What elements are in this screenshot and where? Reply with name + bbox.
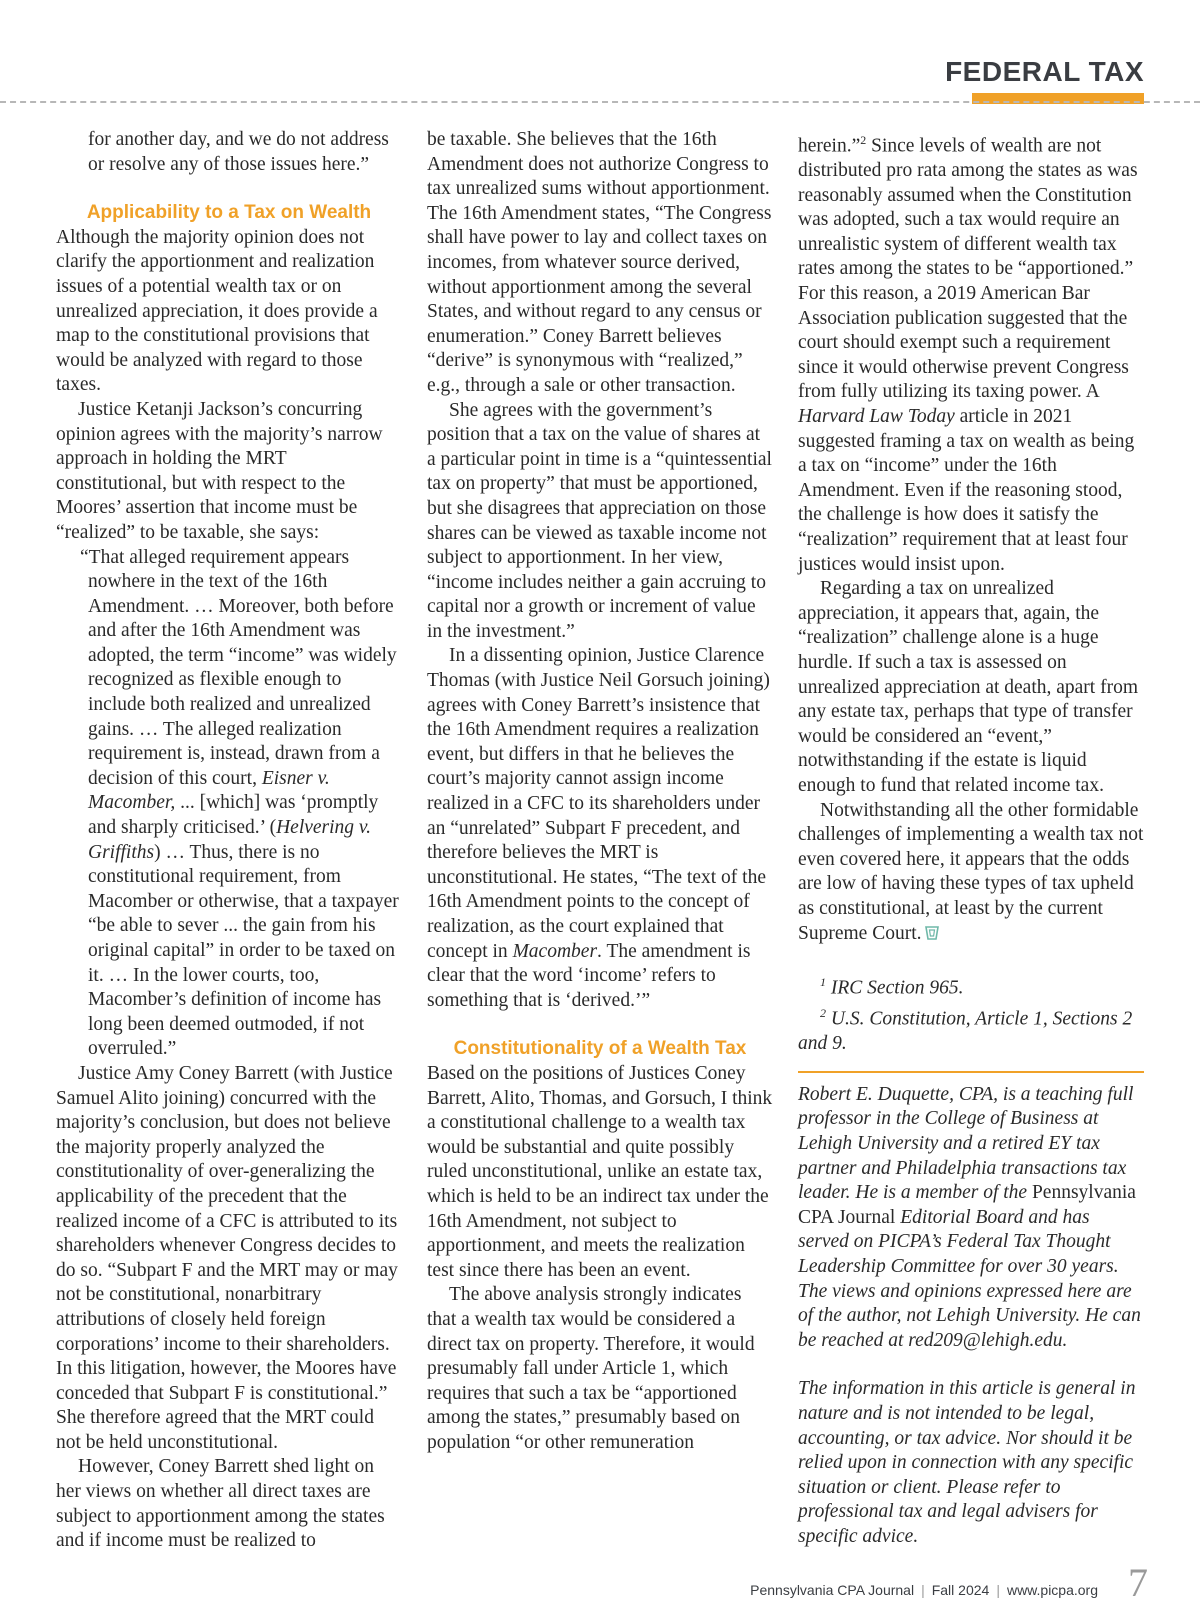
footer-issue: Fall 2024 [931, 1582, 990, 1598]
paragraph: However, Coney Barrett shed light on her views on whether all direct taxes are subject to apportionment among the states and if income must be realized to [56, 1456, 385, 1552]
disclaimer: The information in this article is general in nature and is not intended to be legal, accounting, or tax advice. Nor should it be relied upon in connection with any specific situation or client. Please refer to professional tax and legal advisers for specific advice. [798, 1378, 1136, 1547]
footnote-number: 1 [820, 975, 826, 990]
quote-part: ... [which] was ‘promptly and sharply criticised.’ ( [88, 792, 379, 839]
column-1 [56, 128, 402, 1554]
text-part: herein.” [798, 135, 861, 157]
paragraph: Justice Ketanji Jackson’s concurring opinion agrees with the majority’s narrow approach in holding the MRT constitutional, but with respect to the Moores’ assertion that income must be “realized” to be taxable, she says: [56, 398, 383, 543]
footer [750, 1582, 1098, 1598]
paragraph [798, 128, 1144, 577]
publication-name: Harvard Law Today [798, 406, 955, 428]
footer-separator: | [921, 1582, 925, 1598]
quote-part: “That alleged requirement appears nowhere in the text of the 16th Amendment. … Moreover, both before and after the 16th Amendment was adopted, the term “income” was widely recognized as flexible enough to include both realized and unrealized gains. … The alleged realization requirement is, instead, drawn from a decision of this court, [80, 546, 397, 789]
quote-part: ) … Thus, there is no constitutional requirement, from Macomber or otherwise, that a taxpayer “be able to sever ... the gain from his original capital” in order to be taxed on it. … In the lower courts, too, Macomber’s definition of income has long been deemed outmoded, if not overruled.” [88, 841, 399, 1060]
text-part: Since levels of wealth are not distributed pro rata among the states as was reasonably assumed when the Constitution was adopted, such a tax would require an unrealistic system of different wealth tax rates among the states to be “apportioned.” For this reason, a 2019 American Bar Association publication suggested that the court should exempt such a requirement since it would otherwise prevent Congress from fully utilizing its taxing power. A [798, 135, 1138, 403]
footnote [798, 1001, 1144, 1057]
paragraph: The above analysis strongly indicates that a wealth tax would be considered a direct tax on property. Therefore, it would presumably fall under Article 1, which requires that such a tax be “apportioned among the states,” presumably based on population “or other remuneration [427, 1284, 755, 1453]
paragraph: for another day, and we do not address or resolve any of those issues here.” [88, 129, 389, 175]
footer-url[interactable]: www.picpa.org [1006, 1582, 1098, 1598]
text-part: . The amendment is clear that the word ‘income’ refers to something that is ‘derived.’” [427, 940, 751, 1011]
footer-journal: Pennsylvania CPA Journal [750, 1582, 915, 1598]
paragraph: She agrees with the government’s position that a tax on the value of shares at a particular point in time is a “quintessential tax on property” that must be apportioned, but she disagrees that appreciation on those shares can be viewed as taxable income not subject to apportionment. In her view, “income includes neither a gain accruing to capital nor a growth or increment of value in the investment.” [427, 399, 772, 642]
paragraph [427, 644, 773, 1013]
subheading-applicability: Applicability to a Tax on Wealth [86, 202, 372, 224]
text-part: In a dissenting opinion, Justice Clarence Thomas (with Justice Neil Gorsuch joining) agrees with Coney Barrett’s insistence that the 16th Amendment requires a realization event, but differs in that he believes the court’s majority cannot assign income realized in a CFC to its shareholders under an “unrelated” Subpart F precedent, and therefore believes the MRT is unconstitutional. He states, “The text of the 16th Amendment points to the concept of realization, as the court explained that concept in [427, 645, 770, 962]
bio-part: Robert E. Duquette, CPA, is a teaching full professor in the College of Business at Lehigh University and a retired EY tax partner and Philadelphia transactions tax leader. He is a member of the [798, 1083, 1134, 1204]
footnote-ref: 2 [860, 133, 867, 147]
text-part: Notwithstanding all the other formidable challenges of implementing a wealth tax not even covered here, it appears that the odds are low of having these types of tax upheld as constitutional, at least by the current Supreme Court. [798, 799, 1144, 944]
paragraph [798, 799, 1144, 947]
case-name: Eisner v. Macomber, [88, 767, 330, 814]
block-quote [56, 546, 402, 1062]
author-bio [798, 1083, 1144, 1354]
keystone-icon [925, 925, 939, 941]
footnote-number: 2 [820, 1006, 826, 1021]
case-name: Macomber [512, 940, 598, 962]
column-3 [798, 128, 1144, 1550]
paragraph: Based on the positions of Justices Coney Barrett, Alito, Thomas, and Gorsuch, I think a constitutional challenge to a wealth tax would be substantial and quite possibly ruled unconstitutional, unlike an estate tax, which is held to be an indirect tax under the 16th Amendment, not subject to apportionment, and meets the realization test since there has been an event. [427, 1062, 773, 1281]
paragraph: Although the majority opinion does not clarify the apportionment and realization issues of a potential wealth tax or on unrealized appreciation, it does provide a map to the constitutional provisions that would be analyzed with regard to those taxes. [56, 226, 378, 396]
paragraph: Justice Amy Coney Barrett (with Justice Samuel Alito joining) concurred with the majority’s conclusion, but does not believe the majority properly analyzed the constitutionality of over-generalizing the applicability of the precedent that the realized income of a CFC is attributed to its shareholders whenever Congress decides to do so. “Subpart F and the MRT may or may not be constitutional, nonarbitrary attributions of closely held foreign corporations’ income to their shareholders. In this litigation, however, the Moores have conceded that Subpart F is constitutional.” She therefore agreed that the MRT could not be held unconstitutional. [56, 1062, 398, 1453]
footnote-text: U.S. Constitution, Article 1, Sections 2 and 9. [798, 1008, 1133, 1055]
footnote-text: IRC Section 965. [826, 977, 964, 999]
paragraph: be taxable. She believes that the 16th Amendment does not authorize Congress to tax unrealized sums without apportionment. The 16th Amendment states, “The Congress shall have power to lay and collect taxes on incomes, from whatever source derived, without apportionment among the several States, and without regard to any census or enumeration.” Coney Barrett believes “derive” is synonymous with “realized,” e.g., through a sale or other transaction. [427, 129, 772, 396]
journal-name: Pennsylvania CPA Journal [798, 1182, 1136, 1228]
column-2 [427, 128, 773, 1455]
page-number: 7 [1128, 1560, 1148, 1605]
section-header: FEDERAL TAX [945, 56, 1144, 87]
bio-part: Editorial Board and has served on PICPA’s Federal Tax Thought Leadership Committee for over 30 years. The views and opinions expressed here are of the author, not Lehigh University. He can be reached at red209@lehigh.edu. [798, 1206, 1141, 1351]
subheading-constitutionality: Constitutionality of a Wealth Tax [453, 1038, 747, 1060]
footnote [798, 970, 1144, 1001]
case-name: Helvering v. Griffiths [88, 817, 372, 863]
text-part: article in 2021 suggested framing a tax on wealth as being a tax on “income” under the 16th Amendment. Even if the reasoning stood, the challenge is how does it satisfy the “realization” requirement that at least four justices would insist upon. [798, 406, 1135, 575]
gold-divider [798, 1071, 1144, 1073]
quote-text [80, 546, 402, 1062]
quote-continuation [56, 128, 402, 177]
dashed-divider [0, 101, 1200, 103]
footer-separator: | [996, 1582, 1000, 1598]
paragraph: Regarding a tax on unrealized appreciation, it appears that, again, the “realization” challenge alone is a huge hurdle. If such a tax is assessed on unrealized appreciation at death, apart from any estate tax, perhaps that type of transfer would be considered an “event,” notwithstanding if the estate is liquid enough to fund that related income tax. [798, 578, 1138, 796]
